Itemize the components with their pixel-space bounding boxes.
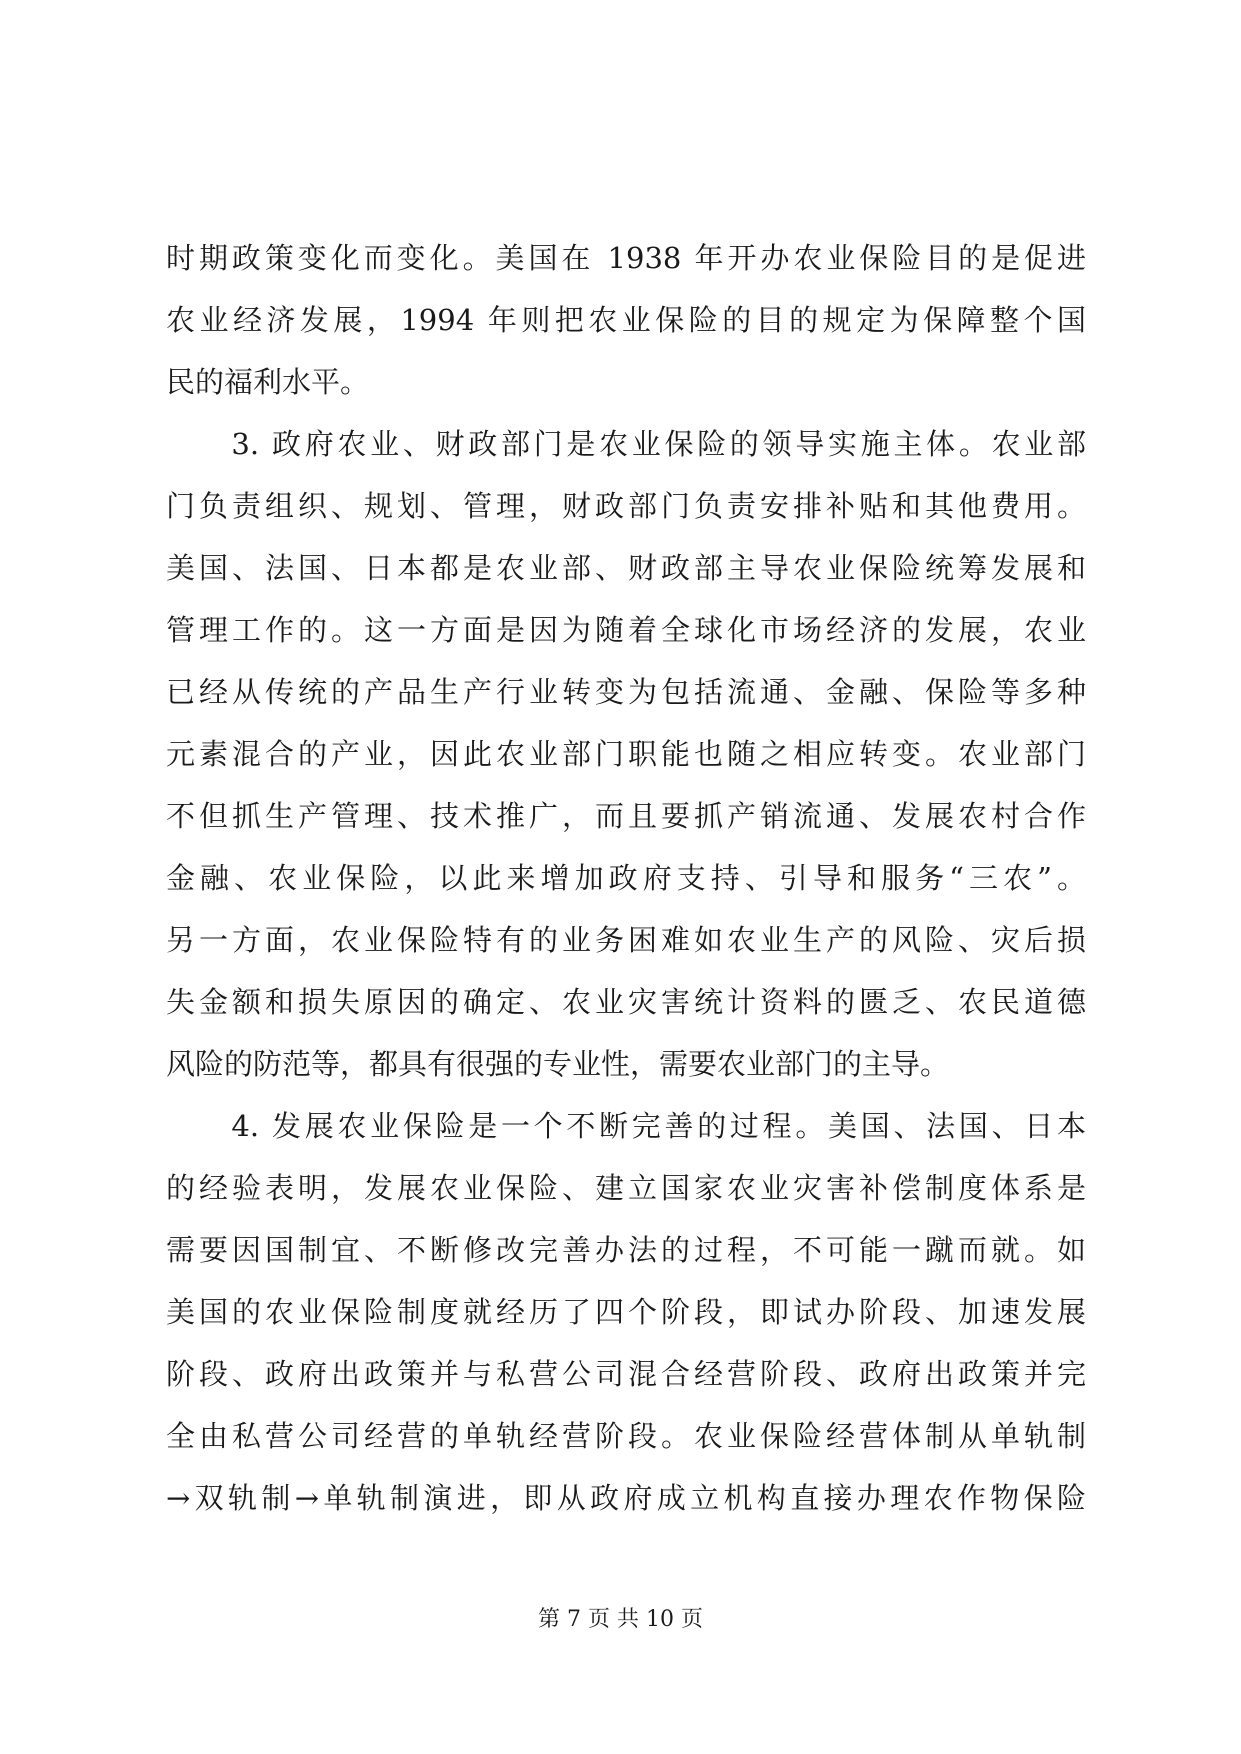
text-line: 全由私营公司经营的单轨经营阶段。农业保险经营体制从单轨制 bbox=[166, 1419, 1086, 1453]
text-line: 民的福利水平。 bbox=[166, 365, 370, 399]
text-line: 不但抓生产管理、技术推广，而且要抓产销流通、发展农村合作 bbox=[166, 799, 1086, 833]
body-text bbox=[166, 227, 1086, 1529]
text-line: 4. 发展农业保险是一个不断完善的过程。美国、法国、日本 bbox=[166, 1109, 1086, 1143]
text-line: 农业经济发展，1994 年则把农业保险的目的规定为保障整个国 bbox=[166, 303, 1086, 337]
text-line: 的经验表明，发展农业保险、建立国家农业灾害补偿制度体系是 bbox=[166, 1171, 1086, 1205]
text-line: →双轨制→单轨制演进，即从政府成立机构直接办理农作物保险 bbox=[166, 1481, 1086, 1515]
text-line: 阶段、政府出政策并与私营公司混合经营阶段、政府出政策并完 bbox=[166, 1357, 1086, 1391]
text-line: 管理工作的。这一方面是因为随着全球化市场经济的发展，农业 bbox=[166, 613, 1086, 647]
text-line: 需要因国制宜、不断修改完善办法的过程，不可能一蹴而就。如 bbox=[166, 1233, 1086, 1267]
text-line: 风险的防范等，都具有很强的专业性，需要农业部门的主导。 bbox=[166, 1047, 950, 1081]
text-line: 金融、农业保险，以此来增加政府支持、引导和服务“三农”。 bbox=[166, 861, 1086, 895]
text-line: 已经从传统的产品生产行业转变为包括流通、金融、保险等多种 bbox=[166, 675, 1086, 709]
text-line: 失金额和损失原因的确定、农业灾害统计资料的匮乏、农民道德 bbox=[166, 985, 1086, 1019]
text-line: 门负责组织、规划、管理，财政部门负责安排补贴和其他费用。 bbox=[166, 489, 1086, 523]
page-number-footer: 第 7 页 共 10 页 bbox=[538, 1607, 703, 1632]
text-line: 美国、法国、日本都是农业部、财政部主导农业保险统筹发展和 bbox=[166, 551, 1086, 585]
text-line: 美国的农业保险制度就经历了四个阶段，即试办阶段、加速发展 bbox=[166, 1295, 1086, 1329]
text-line: 时期政策变化而变化。美国在 1938 年开办农业保险目的是促进 bbox=[166, 241, 1086, 275]
text-line: 另一方面，农业保险特有的业务困难如农业生产的风险、灾后损 bbox=[166, 923, 1086, 957]
text-line: 3. 政府农业、财政部门是农业保险的领导实施主体。农业部 bbox=[166, 427, 1086, 461]
text-line: 元素混合的产业，因此农业部门职能也随之相应转变。农业部门 bbox=[166, 737, 1086, 771]
